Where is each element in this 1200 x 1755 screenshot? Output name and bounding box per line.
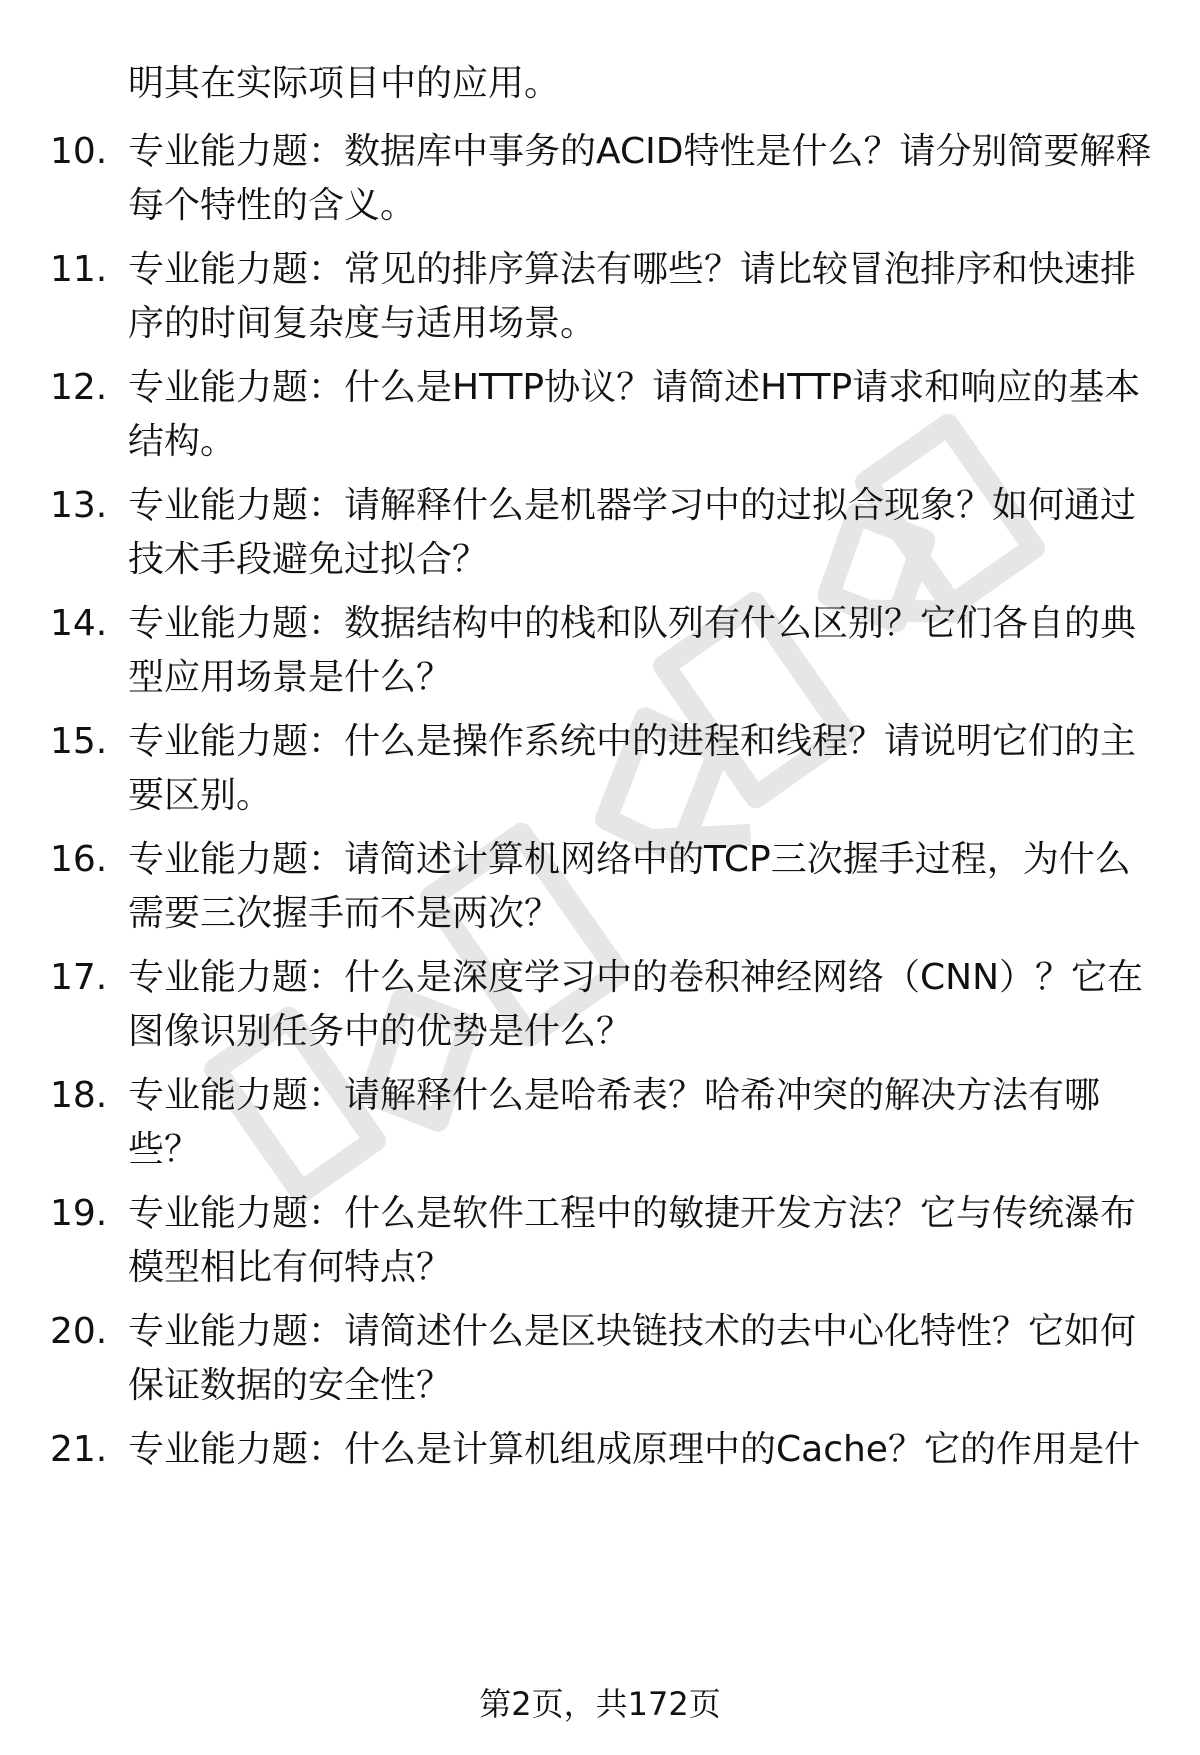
continuation-text: 明其在实际项目中的应用。 [128, 63, 561, 104]
question-text-line: 专业能力题：什么是HTTP协议？请简述HTTP请求和响应的基本 [128, 367, 1141, 408]
question-number: 18. [50, 1075, 108, 1116]
question-text-line: 专业能力题：请解释什么是机器学习中的过拟合现象？如何通过 [128, 485, 1137, 526]
question-text-line: 技术手段避免过拟合？ [128, 539, 489, 580]
question-text-line: 需要三次握手而不是两次？ [128, 893, 561, 934]
question-text-line: 专业能力题：数据结构中的栈和队列有什么区别？它们各自的典 [128, 603, 1137, 644]
question-text-line: 序的时间复杂度与适用场景。 [128, 303, 597, 344]
page-footer: 第2页，共172页 [479, 1685, 721, 1723]
question-text-line: 结构。 [128, 421, 237, 462]
question-number: 14. [50, 603, 108, 644]
question-text-line: 图像识别任务中的优势是什么？ [128, 1011, 633, 1052]
question-item [0, 126, 1200, 236]
question-text-line: 专业能力题：请简述计算机网络中的TCP三次握手过程，为什么 [128, 839, 1131, 880]
question-number: 17. [50, 957, 108, 998]
question-text-line: 专业能力题：请解释什么是哈希表？哈希冲突的解决方法有哪 [128, 1075, 1101, 1116]
question-text-line: 型应用场景是什么？ [128, 657, 453, 698]
question-item [0, 480, 1200, 590]
question-item [0, 1070, 1200, 1180]
question-text-line: 专业能力题：什么是深度学习中的卷积神经网络（CNN）？它在 [128, 957, 1143, 998]
question-item [0, 244, 1200, 354]
question-item [0, 952, 1200, 1062]
question-number: 21. [50, 1429, 108, 1470]
question-text-line: 模型相比有何特点？ [128, 1247, 453, 1288]
question-text-line: 专业能力题：什么是计算机组成原理中的Cache？它的作用是什 [128, 1429, 1140, 1470]
question-number: 10. [50, 131, 108, 172]
question-text-line: 要区别。 [128, 775, 273, 816]
question-item [0, 834, 1200, 944]
question-number: 20. [50, 1311, 108, 1352]
question-text-line: 保证数据的安全性？ [128, 1365, 453, 1406]
question-text-line: 专业能力题：请简述什么是区块链技术的去中心化特性？它如何 [128, 1311, 1137, 1352]
question-item [0, 1188, 1200, 1298]
question-number: 11. [50, 249, 108, 290]
question-text-line: 专业能力题：常见的排序算法有哪些？请比较冒泡排序和快速排 [128, 249, 1137, 290]
question-item [0, 1424, 1200, 1534]
question-item [0, 362, 1200, 472]
question-text-line: 专业能力题：数据库中事务的ACID特性是什么？请分别简要解释 [128, 131, 1152, 172]
question-item [0, 598, 1200, 708]
question-text-line: 专业能力题：什么是软件工程中的敏捷开发方法？它与传统瀑布 [128, 1193, 1137, 1234]
question-text-line: 每个特性的含义。 [128, 185, 417, 226]
question-item [0, 1306, 1200, 1416]
question-number: 13. [50, 485, 108, 526]
question-number: 19. [50, 1193, 108, 1234]
question-text-line: 些？ [128, 1129, 201, 1170]
question-number: 16. [50, 839, 108, 880]
question-item [0, 716, 1200, 826]
question-number: 12. [50, 367, 108, 408]
question-number: 15. [50, 721, 108, 762]
question-text-line: 专业能力题：什么是操作系统中的进程和线程？请说明它们的主 [128, 721, 1137, 762]
